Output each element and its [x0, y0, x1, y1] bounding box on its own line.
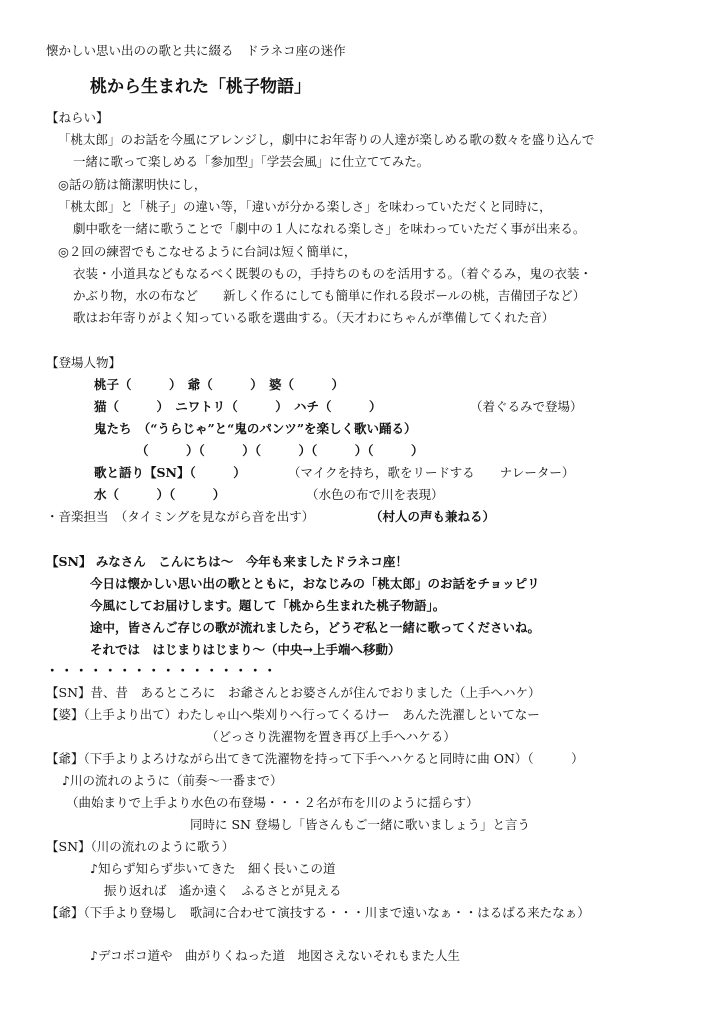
cast-note: （マイクを持ち，歌をリードする ナレーター）	[288, 465, 575, 480]
script-line: 【SN】 みなさん こんにちは～ 今年も来ましたドラネコ座！	[46, 554, 408, 569]
separator-dots: ・・・・・・・・・・・・・・・・	[46, 663, 279, 678]
cast-row: 水（ ）（ ）	[94, 487, 226, 502]
cast-row: （ ）（ ）（ ）（ ）（ ）	[136, 443, 424, 458]
cast-row: 鬼たち （“うらじゃ”と“鬼のパンツ”を楽しく歌い踊る）	[94, 421, 417, 436]
cast-row: ・音楽担当 （タイミングを見ながら音を出す）	[46, 509, 315, 524]
aim-line: 一緒に歌って楽しめる「参加型」「学芸会風」に仕立ててみた。	[73, 154, 430, 169]
aim-line: ◎２回の練習でもこなせるように台詞は短く簡単に，	[58, 244, 357, 259]
script-line: （曲始まりで上手より水色の布登場・・・２名が布を川のように揺らす）	[66, 795, 479, 810]
aim-heading: 【ねらい】	[46, 110, 109, 125]
cast-row: 猫（ ） ニワトリ（ ） ハチ（ ）	[94, 399, 382, 414]
script-line: 【SN】昔、昔 あるところに お爺さんとお婆さんが住んでおりました（上手へハケ）	[46, 685, 541, 700]
script-line: （どっさり洗濯物を置き再び上手へハケる）	[206, 729, 456, 744]
script-line: 今風にしてお届けします。題して「桃から生まれた桃子物語」。	[90, 598, 446, 613]
aim-line: 歌はお年寄りがよく知っている歌を選曲する。（天才わにちゃんが準備してくれた音）	[73, 310, 555, 325]
script-line: 途中，皆さんご存じの歌が流れましたら，どうぞ私と一緒に歌ってくださいね。	[90, 620, 541, 635]
script-line: 同時に SN 登場し「皆さんもご一緒に歌いましょう」と言う	[190, 817, 530, 832]
cast-heading: 【登場人物】	[46, 355, 122, 370]
document-subtitle: 懐かしい思い出のの歌と共に綴る ドラネコ座の迷作	[46, 43, 346, 58]
script-line: 【爺】（下手よりよろけながら出てきて洗濯物を持って下手へハケると同時に曲 ON）（ ）	[46, 751, 584, 766]
script-line: 【爺】（下手より登場し 歌詞に合わせて演技する・・・川まで遠いなぁ・・はるばる来たなぁ）	[46, 905, 590, 920]
lyric-line: ♪デコボコ道や 曲がりくねった道 地図さえないそれもまた人生	[90, 948, 460, 963]
aim-line: 劇中歌を一緒に歌うことで「劇中の１人になれる楽しさ」を味わっていただく事が出来る。	[73, 221, 586, 236]
script-line: それでは はじまりはじまり～（中央→上手端へ移動）	[90, 642, 401, 657]
script-line: 今日は懐かしい思い出の歌とともに，おなじみの「桃太郎」のお話をチョッピリ	[90, 576, 540, 591]
cast-row: 歌と語り【SN】（ ）	[94, 465, 246, 480]
aim-line: ◎話の筋は簡潔明快にし，	[58, 177, 207, 192]
script-line: 【婆】（上手より出て）わたしゃ山へ柴刈りへ行ってくるけー あんた洗濯しといてなー	[46, 707, 540, 722]
lyric-line: 振り返れば 遙か遠く ふるさとが見える	[104, 883, 342, 898]
lyric-line: ♪知らず知らず歩いてきた 細く長いこの道	[90, 861, 336, 876]
cast-note: （水色の布で川を表現）	[306, 487, 444, 502]
script-line: ♪川の流れのように（前奏～一番まで）	[62, 773, 283, 788]
aim-line: 「桃太郎」と「桃子」の違い等，「違いが分かる楽しさ」を味わっていただくと同時に，	[58, 199, 552, 214]
cast-row: 桃子（ ） 爺（ ） 婆（ ）	[94, 377, 345, 392]
cast-note: （着ぐるみで登場）	[470, 399, 583, 414]
document-title: 桃から生まれた「桃子物語」	[90, 77, 311, 97]
cast-note: （村人の声も兼ねる）	[370, 509, 496, 524]
aim-line: 衣装・小道具などもなるべく既製のもの，手持ちのものを活用する。（着ぐるみ，鬼の衣装・	[73, 266, 593, 281]
script-line: 【SN】（川の流れのように歌う）	[46, 839, 235, 854]
aim-line: かぶり物，水の布など 新しく作るにしても簡単に作れる段ボールの桃，吉備団子など）	[73, 288, 586, 303]
aim-line: 「桃太郎」のお話を今風にアレンジし，劇中にお年寄りの人達が楽しめる歌の数々を盛り込んで	[58, 132, 595, 147]
